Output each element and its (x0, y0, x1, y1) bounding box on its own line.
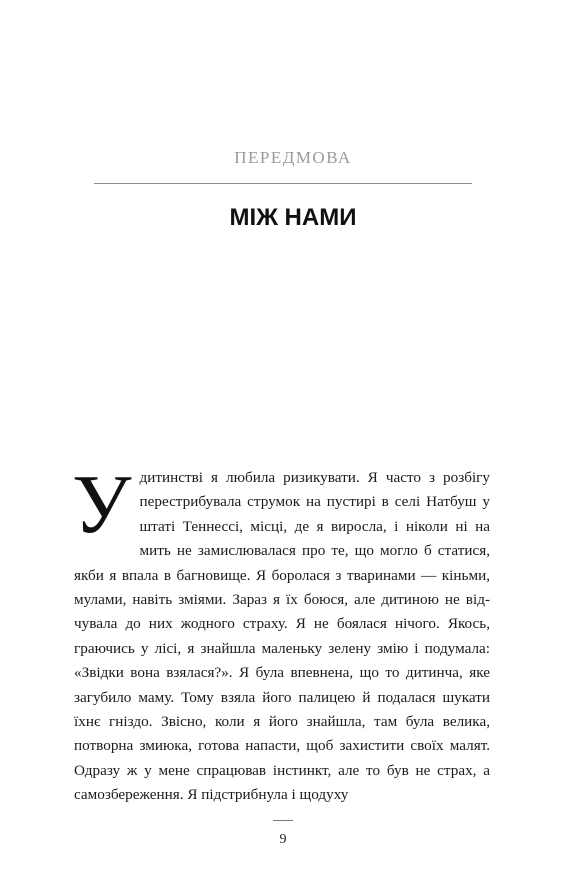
page-number: 9 (279, 832, 287, 847)
chapter-title: МІЖ НАМИ (229, 204, 357, 231)
footer-divider (273, 820, 293, 821)
body-paragraph (72, 458, 490, 808)
section-divider (94, 183, 472, 184)
section-label: ПЕРЕДМОВА (234, 148, 352, 167)
drop-cap: У (72, 458, 132, 551)
paragraph-text: дитинстві я любила ризикувати. Я часто з розбігу перестрибувала струмок на пустирі в селі Натбуш у штаті Теннессі, місці, де я виросла, і ніколи ні на мить не замислювалася про те, що могло б статися, якби я впала в багновище. Я боролася з тваринами — кіньми, мулами, навіть зміями. Зараз я їх боюся, але дитиною не відчувала до них жодного страху. Я не боялася нічого. Якось, граючись у лісі, я знайшла маленьку зелену змію і подумала: «Звідки вона взялася?». Я була впевнена, що то дитинча, яке загубило маму. Тому взяла його палицею й подалася шукати їхнє гніздо. Звісно, коли я його знайшла, там була велика, потворна змиюка, готова напасти, щоб захистити своїх малят. Одразу ж у мене спрацював інстинкт, але то був не страх, а самозбереження. Я підстрибнула і щодуху (74, 469, 490, 804)
